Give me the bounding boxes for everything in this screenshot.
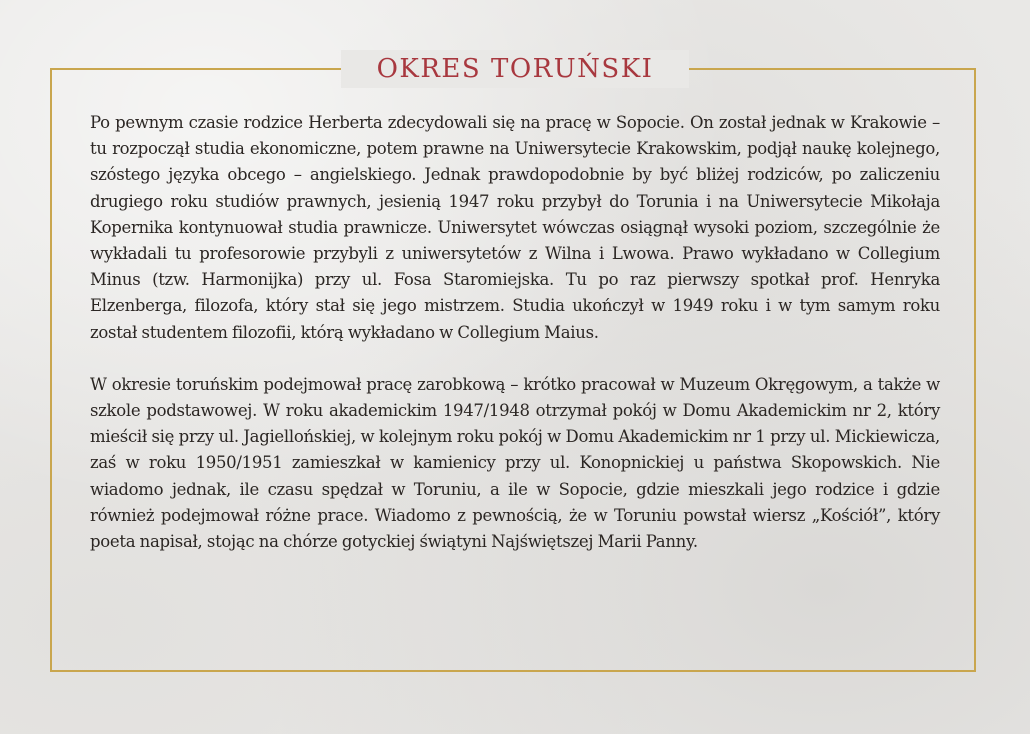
page-title: OKRES TORUŃSKI — [341, 50, 689, 88]
text-body — [90, 110, 940, 555]
paragraph-2: W okresie toruńskim podejmował pracę zarobkową – krótko pracował w Muzeum Okręgowym, a także w szkole podstawowej. W roku akademickim 1947/1948 otrzymał pokój w Domu Akademickim nr 2, który mieścił się przy ul. Jagiellońskiej, w kolejnym roku pokój w Domu Akademickim nr 1 przy ul. Mickiewicza, zaś w roku 1950/1951 zamieszkał w kamienicy przy ul. Konopnickiej u państwa Skopowskich. Nie wiadomo jednak, ile czasu spędzał w Toruniu, a ile w Sopocie, gdzie mieszkali jego rodzice i gdzie również podejmował różne prace. Wiadomo z pewnością, że w Toruniu powstał wiersz „Kościół”, który poeta napisał, stojąc na chórze gotyckiej świątyni Najświętszej Marii Panny. — [90, 374, 940, 552]
paragraph-1: Po pewnym czasie rodzice Herberta zdecydowali się na pracę w Sopocie. On został jednak w Krakowie – tu rozpoczął studia ekonomiczne, potem prawne na Uniwersytecie Krakowskim, podjął naukę kolejnego, szóstego języka obcego – angielskiego. Jednak prawdopodobnie by być bliżej rodziców, po zaliczeniu drugiego roku studiów prawnych, jesienią 1947 roku przybył do Torunia i na Uniwersytecie Mikołaja Kopernika kontynuował studia prawnicze. Uniwersytet wówczas osiągnął wysoki poziom, szczególnie że wykładali tu profesorowie przybyli z uniwersytetów z Wilna i Lwowa. Prawo wykładano w Collegium Minus (tzw. Harmonijka) przy ul. Fosa Staromiejska. Tu po raz pierwszy spotkał prof. Henryka Elzenberga, filozofa, który stał się jego mistrzem. Studia ukończył w 1949 roku i w tym samym roku został studentem filozofii, którą wykładano w Collegium Maius. — [90, 113, 940, 342]
